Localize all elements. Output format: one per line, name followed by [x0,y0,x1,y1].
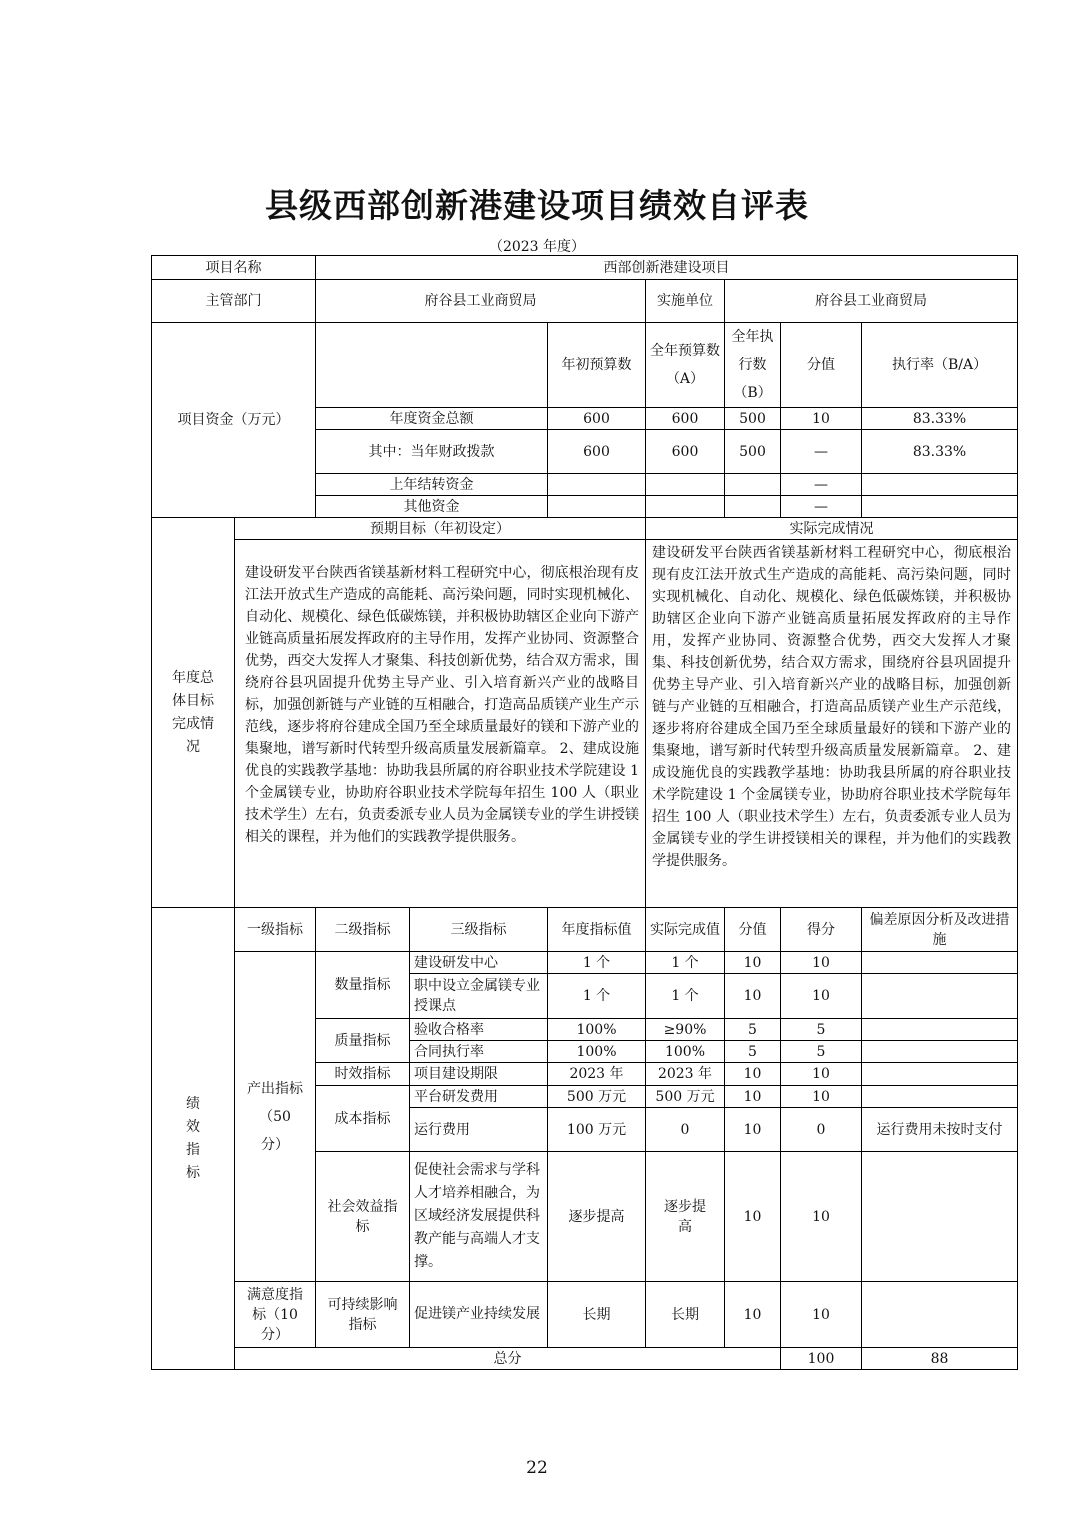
indicator-name: 验收合格率 [410,1019,548,1041]
goals-expected-header: 预期目标（年初设定） [235,518,646,540]
indicator-note: 运行费用未按时支付 [862,1108,1018,1152]
funds-row-name: 其他资金 [316,496,548,518]
total-label: 总分 [235,1348,781,1370]
indicator-target: 100% [548,1019,646,1041]
indicator-target: 长期 [548,1282,646,1348]
indicator-score: 5 [781,1019,862,1041]
perf-label: 绩效指标 [152,908,235,1370]
output-indicator-label: 产出指标（50 分） [235,952,316,1282]
impl-label: 实施单位 [646,280,725,323]
funds-cell: 600 [548,408,646,430]
funds-cell: 83.33% [862,408,1018,430]
funds-cell [548,496,646,518]
indicator-note [862,952,1018,974]
indicator-target: 1 个 [548,952,646,974]
indicator-score-max: 10 [725,952,781,974]
goals-label: 年度总体目标完成情况 [152,518,235,908]
satisfaction-indicator-label: 满意度指标（10 分） [235,1282,316,1348]
funds-row-name: 上年结转资金 [316,474,548,496]
indicator-actual: 1 个 [646,974,725,1019]
indicator-score: 10 [781,1063,862,1086]
funds-cell: 600 [646,430,725,474]
performance-table [151,255,1018,1370]
indicator-score-max: 10 [725,974,781,1019]
indicator-target: 2023 年 [548,1063,646,1086]
funds-cell [548,474,646,496]
sustain-indicator: 可持续影响指标 [316,1282,410,1348]
quality-indicator: 质量指标 [316,1019,410,1063]
funds-cell [862,496,1018,518]
indicator-score: 10 [781,974,862,1019]
indicator-target: 1 个 [548,974,646,1019]
indicator-name: 促进镁产业持续发展 [410,1282,548,1348]
funds-header-blank [316,323,548,408]
impl-value: 府谷县工业商贸局 [725,280,1018,323]
indicator-score-max: 5 [725,1019,781,1041]
perf-header: 年度指标值 [548,908,646,952]
indicator-actual: 100% [646,1041,725,1063]
funds-cell [862,474,1018,496]
indicator-score: 10 [781,952,862,974]
perf-header: 三级指标 [410,908,548,952]
indicator-note [862,974,1018,1019]
indicator-note [862,1152,1018,1282]
funds-label: 项目资金（万元） [152,323,316,518]
indicator-actual: 1 个 [646,952,725,974]
indicator-target: 100% [548,1041,646,1063]
social-indicator: 社会效益指标 [316,1152,410,1282]
project-name-value: 西部创新港建设项目 [316,256,1018,280]
perf-header: 偏差原因分析及改进措施 [862,908,1018,952]
indicator-actual: 逐步提高 [646,1152,725,1282]
indicator-score-max: 10 [725,1282,781,1348]
indicator-score: 0 [781,1108,862,1152]
indicator-name: 促使社会需求与学科人才培养相融合，为区域经济发展提供科教产能与高端人才支撑。 [410,1152,548,1282]
indicator-target: 逐步提高 [548,1152,646,1282]
indicator-score-max: 10 [725,1086,781,1108]
goals-actual-header: 实际完成情况 [646,518,1018,540]
indicator-note [862,1282,1018,1348]
funds-header-initial: 年初预算数 [548,323,646,408]
perf-header: 实际完成值 [646,908,725,952]
quantity-indicator: 数量指标 [316,952,410,1019]
funds-cell: — [781,430,862,474]
funds-cell: 500 [725,430,781,474]
project-name-label: 项目名称 [152,256,316,280]
funds-cell: 600 [646,408,725,430]
indicator-score: 10 [781,1152,862,1282]
indicator-actual: ≥90% [646,1019,725,1041]
funds-cell: 83.33% [862,430,1018,474]
indicator-note [862,1041,1018,1063]
indicator-actual: 0 [646,1108,725,1152]
report-year: （2023 年度） [488,239,586,255]
timeliness-indicator: 时效指标 [316,1063,410,1086]
indicator-target: 100 万元 [548,1108,646,1152]
indicator-score-max: 5 [725,1041,781,1063]
indicator-score-max: 10 [725,1108,781,1152]
funds-cell [646,496,725,518]
indicator-note [862,1063,1018,1086]
dept-label: 主管部门 [152,280,316,323]
funds-cell [725,474,781,496]
total-score: 88 [862,1348,1018,1370]
perf-header: 二级指标 [316,908,410,952]
indicator-actual: 500 万元 [646,1086,725,1108]
indicator-score: 10 [781,1282,862,1348]
funds-cell [725,496,781,518]
funds-cell [646,474,725,496]
funds-row-name: 其中：当年财政拨款 [316,430,548,474]
indicator-note [862,1019,1018,1041]
goals-actual-text: 建设研发平台陕西省镁基新材料工程研究中心，彻底根治现有皮江法开放式生产造成的高能耗、高污染问题，同时实现机械化、自动化、规模化、绿色低碳炼镁，并积极协助辖区企业向下游产业链高质量拓展发挥政府的主导作用，发挥产业协同、资源整合优势，西交大发挥人才聚集、科技创新优势，结合双方需求，围绕府谷县巩固提升优势主导产业、引入培育新兴产业的战略目标，加强创新链与产业链的互相融合，打造高品质镁产业生产示范线，逐步将府谷建成全国乃至全球质量最好的镁和下游产业的集聚地，谱写新时代转型升级高质量发展新篇章。 2、建成设施优良的实践教学基地：协助我县所属的府谷职业技术学院建设 1 个金属镁专业，协助府谷职业技术学院每年招生 100 人（职业技术学生）左右，负责委派专业人员为金属镁专业的学生讲授镁相关的课程，并为他们的实践教学提供服务。 [646,540,1018,908]
funds-cell: 500 [725,408,781,430]
funds-cell: — [781,496,862,518]
total-score-max: 100 [781,1348,862,1370]
indicator-score: 5 [781,1041,862,1063]
perf-header: 得分 [781,908,862,952]
funds-row-name: 年度资金总额 [316,408,548,430]
cost-indicator: 成本指标 [316,1086,410,1152]
funds-cell: — [781,474,862,496]
funds-cell: 10 [781,408,862,430]
funds-cell: 600 [548,430,646,474]
indicator-name: 建设研发中心 [410,952,548,974]
indicator-name: 项目建设期限 [410,1063,548,1086]
indicator-name: 合同执行率 [410,1041,548,1063]
indicator-score: 10 [781,1086,862,1108]
indicator-actual: 长期 [646,1282,725,1348]
indicator-name: 职中设立金属镁专业授课点 [410,974,548,1019]
indicator-actual: 2023 年 [646,1063,725,1086]
indicator-score-max: 10 [725,1063,781,1086]
funds-header-score-max: 分值 [781,323,862,408]
page-title: 县级西部创新港建设项目绩效自评表 [265,186,809,225]
indicator-score-max: 10 [725,1152,781,1282]
perf-header: 一级指标 [235,908,316,952]
indicator-target: 500 万元 [548,1086,646,1108]
page-number: 22 [526,1458,548,1478]
funds-header-rate: 执行率（B/A） [862,323,1018,408]
goals-expected-text: 建设研发平台陕西省镁基新材料工程研究中心，彻底根治现有皮江法开放式生产造成的高能耗、高污染问题，同时实现机械化、自动化、规模化、绿色低碳炼镁，并积极协助辖区企业向下游产业链高质量拓展发挥政府的主导作用，发挥产业协同、资源整合优势，西交大发挥人才聚集、科技创新优势，结合双方需求，围绕府谷县巩固提升优势主导产业、引入培育新兴产业的战略目标，加强创新链与产业链的互相融合，打造高品质镁产业生产示范线，逐步将府谷建成全国乃至全球质量最好的镁和下游产业的集聚地，谱写新时代转型升级高质量发展新篇章。 2、建成设施优良的实践教学基地：协助我县所属的府谷职业技术学院建设 1 个金属镁专业，协助府谷职业技术学院每年招生 100 人（职业技术学生）左右，负责委派专业人员为金属镁专业的学生讲授镁相关的课程，并为他们的实践教学提供服务。 [235,540,646,908]
indicator-name: 运行费用 [410,1108,548,1152]
perf-header: 分值 [725,908,781,952]
indicator-name: 平台研发费用 [410,1086,548,1108]
indicator-note [862,1086,1018,1108]
dept-value: 府谷县工业商贸局 [316,280,646,323]
funds-header-executed: 全年执行数（B） [725,323,781,408]
funds-header-budget: 全年预算数（A） [646,323,725,408]
